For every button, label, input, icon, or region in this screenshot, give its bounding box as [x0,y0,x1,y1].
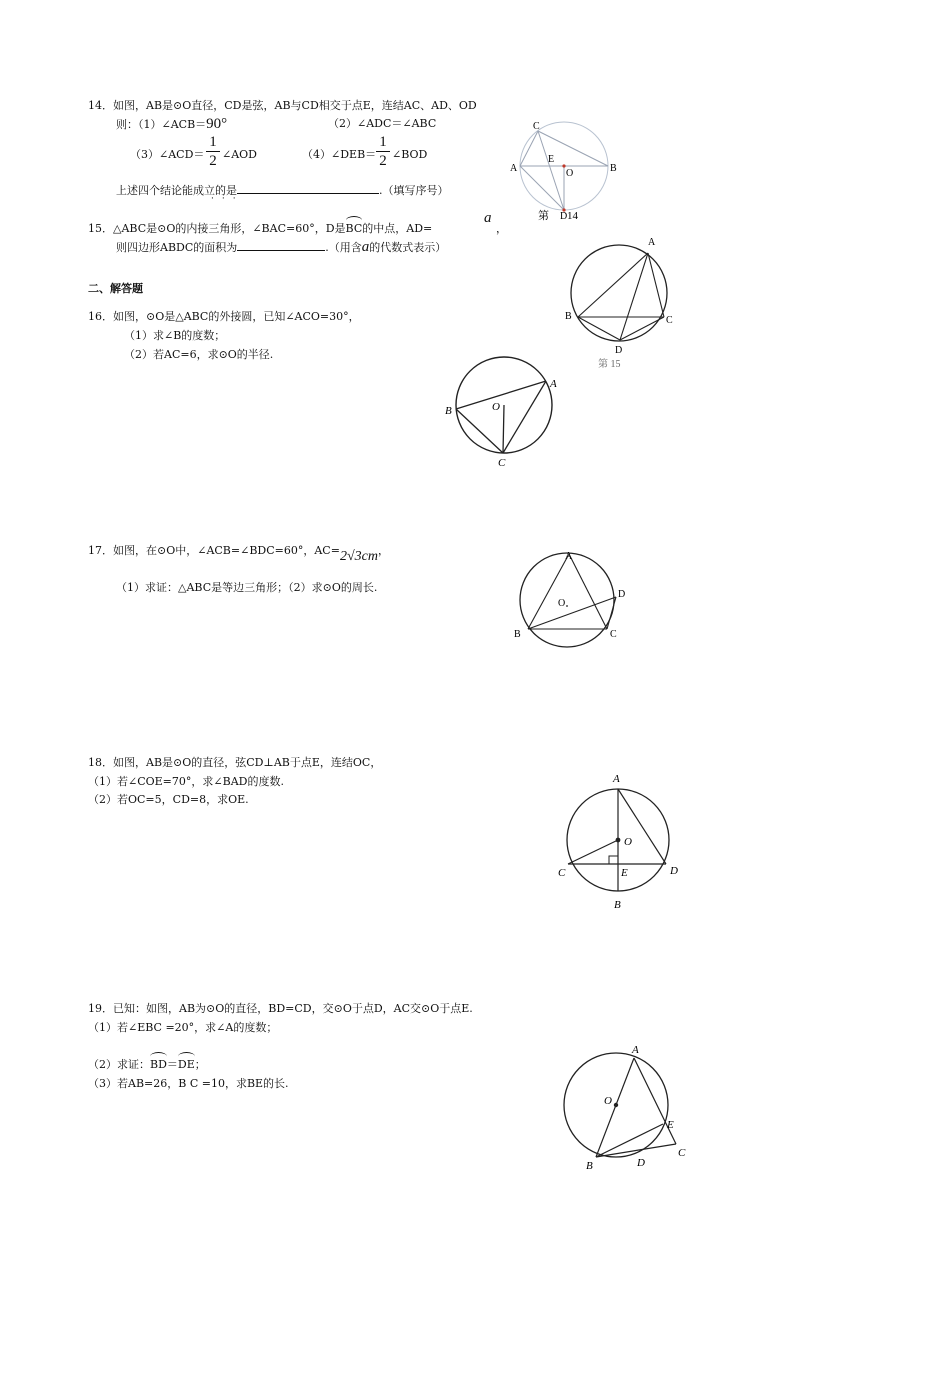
q15-text-a: 15．△ABC是⊙O的内接三角形，∠BAC=60°，D是 [88,222,346,235]
q18-label-d: D [670,865,678,877]
q14-fraction-1 [206,134,220,169]
q19-arc-de: DE [177,1058,195,1071]
q15-text-b: 的中点，AD= [362,222,433,235]
q19-figure [552,1042,697,1176]
q18-line1: 18．如图，AB是⊙O的直径，弦CD⊥AB于点E，连结OC， [88,756,382,769]
q14-line4 [116,183,449,198]
q16-line3: （2）若AC=6，求⊙O的半径. [124,348,274,361]
q14-line1: 14．如图，AB是⊙O直径，CD是弦，AB与CD相交于点E，连结AC、AD、OD [88,99,477,112]
q14-line2 [116,117,227,132]
q18-label-e: E [621,867,628,879]
q14-label-o: O [566,168,574,179]
q14-frac1-den: 2 [209,153,217,169]
q18-line2: （1）若∠COE=70°，求∠BAD的度数. [88,775,284,788]
q14-angle-value: 90° [206,116,228,132]
q14-item1: 则：（1）∠ACB＝ [116,118,207,131]
q17-label-a: A [565,551,573,562]
q15-text-e: 的代数式表示） [369,241,447,254]
q16-figure [440,355,565,473]
q16-line2: （1）求∠B的度数； [124,329,226,342]
q18-label-c: C [558,867,566,879]
q19-label-d: D [637,1157,645,1169]
q17-comma: ， [377,544,389,557]
q17-label-b: B [514,629,521,640]
q18-line3: （2）若OC=5，CD=8，求OE. [88,793,249,806]
q18-label-a: A [613,773,620,785]
q14-frac2-num: 1 [379,134,387,150]
q17-label-c: C [610,629,617,640]
q17-length-value: 2√3cm [339,549,378,564]
q19-line2: （1）若∠EBC =20°，求∠A的度数； [88,1021,278,1034]
q15-line2 [116,240,446,255]
q16-label-o: O [492,401,500,413]
q15-label-d: D [615,345,623,356]
q18-figure [552,768,692,916]
q14-hint: .（填写序号） [379,184,449,197]
q19-line4: （3）若AB=26，B C =10，求BE的长. [88,1077,289,1090]
q14-label-a: A [510,163,518,174]
q14-question: 上述四个结论能成立的是 [116,184,237,197]
q19-semicolon: ； [194,1058,206,1071]
q14-item3-tail: ∠AOD [222,148,257,161]
q19-label-b: B [586,1160,593,1172]
q15-text-c: 则四边形ABDC的面积为 [116,241,238,254]
q14-item4-tail: ∠BOD [392,148,428,161]
q17-label-o: O [558,598,566,609]
emphasis-dots: ··· [211,194,244,204]
q15-label-c: C [666,315,673,326]
q14-figure [508,118,618,228]
q14-label-c: C [533,121,540,132]
q17-text-a: 17．如图，在⊙O中，∠ACB=∠BDC=60°，AC= [88,544,340,557]
q15-caption: 第 15 [598,359,621,370]
q16-label-b: B [445,405,452,417]
q14-frac1-num: 1 [209,134,217,150]
q15-label-b: B [565,311,572,322]
section-heading: 二、解答题 [88,282,143,295]
q18-label-b: B [614,899,621,911]
q19-arc-bd: BD [150,1058,167,1071]
q15-text-d: .（用含 [325,241,362,254]
q19-equals: ＝ [166,1058,178,1071]
q15-answer-blank[interactable] [237,240,325,251]
q17-label-d: D [618,589,626,600]
q19-label-c: C [678,1147,686,1159]
q15-figure [560,232,680,370]
q16-label-a: A [550,378,557,390]
q14-label-e: E [548,154,555,165]
q19-line1: 19．已知：如图，AB为⊙O的直径，BD=CD，交⊙O于点D，AC交⊙O于点E. [88,1002,473,1015]
q19-label-e: E [667,1119,674,1131]
q19-text-a: （2）求证： [88,1058,150,1071]
q16-line1: 16．如图，⊙O是△ABC的外接圆，已知∠ACO=30°， [88,310,360,323]
q15-comma: ， [496,222,507,235]
q14-item3: （3）∠ACD＝ [130,148,205,161]
q19-line3 [88,1058,206,1072]
q17-line2: （1）求证：△ABC是等边三角形；（2）求⊙O的周长. [116,581,378,594]
q17-line1 [88,544,389,564]
q14-answer-blank[interactable] [237,183,379,194]
q14-item4: （4）∠DEB＝ [302,148,377,161]
q14-label-d: D [560,211,568,222]
q15-line1 [88,222,432,236]
q15-var-a2: a [361,239,370,255]
q15-var-a: a [484,210,492,226]
q14-caption: 第 [538,210,549,222]
q17-figure [508,546,633,658]
q15-arc-bc: BC [345,222,363,235]
q14-label-b: B [610,163,617,174]
q18-label-o: O [624,836,632,848]
q14-caption-num: 14 [567,210,578,222]
q14-item2: （2）∠ADC＝∠ABC [328,117,437,130]
q14-frac2-den: 2 [379,153,387,169]
q14-fraction-2 [376,134,390,169]
q19-label-o: O [604,1095,612,1107]
q15-label-a: A [648,237,656,248]
q16-label-c: C [498,457,506,469]
q19-label-a: A [632,1044,639,1056]
